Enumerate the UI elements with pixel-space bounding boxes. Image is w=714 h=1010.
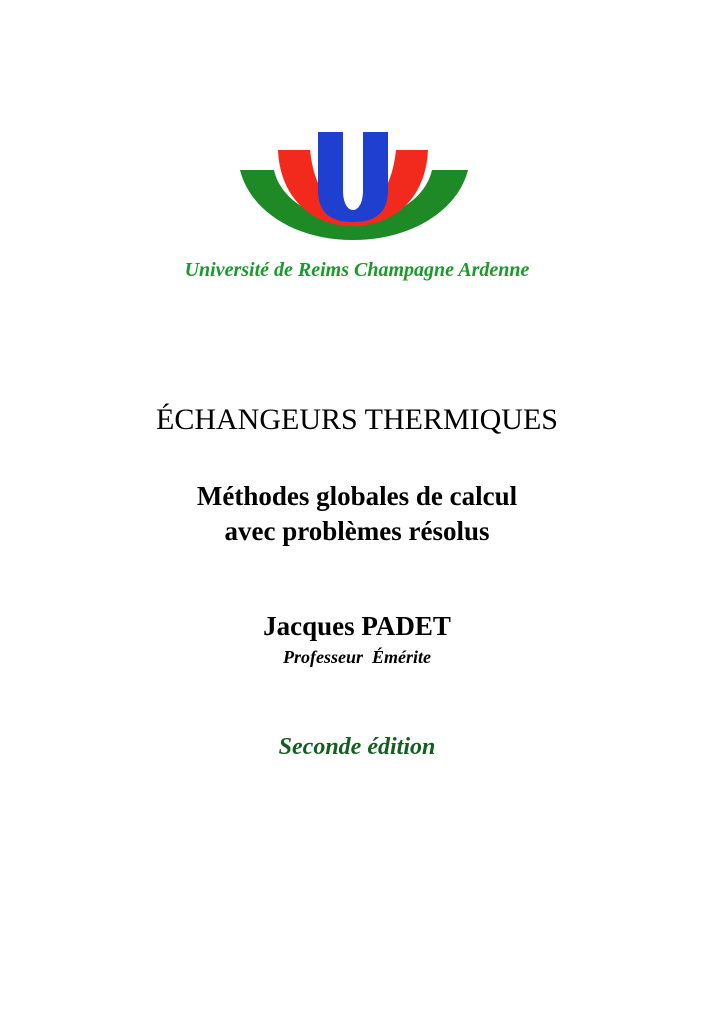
university-name: Université de Reims Champagne Ardenne <box>184 259 530 281</box>
subtitle-line-1: Méthodes globales de calcul <box>196 481 518 511</box>
edition-label: Seconde édition <box>278 734 436 760</box>
logo-blue-u <box>318 132 388 222</box>
logo-green-arc <box>240 170 468 240</box>
author-role: Professeur Émérite <box>283 647 431 667</box>
university-logo <box>222 118 484 254</box>
book-title: ÉCHANGEURS THERMIQUES <box>156 403 558 436</box>
author-name: Jacques PADET <box>263 611 451 641</box>
subtitle-line-2: avec problèmes résolus <box>224 516 490 546</box>
